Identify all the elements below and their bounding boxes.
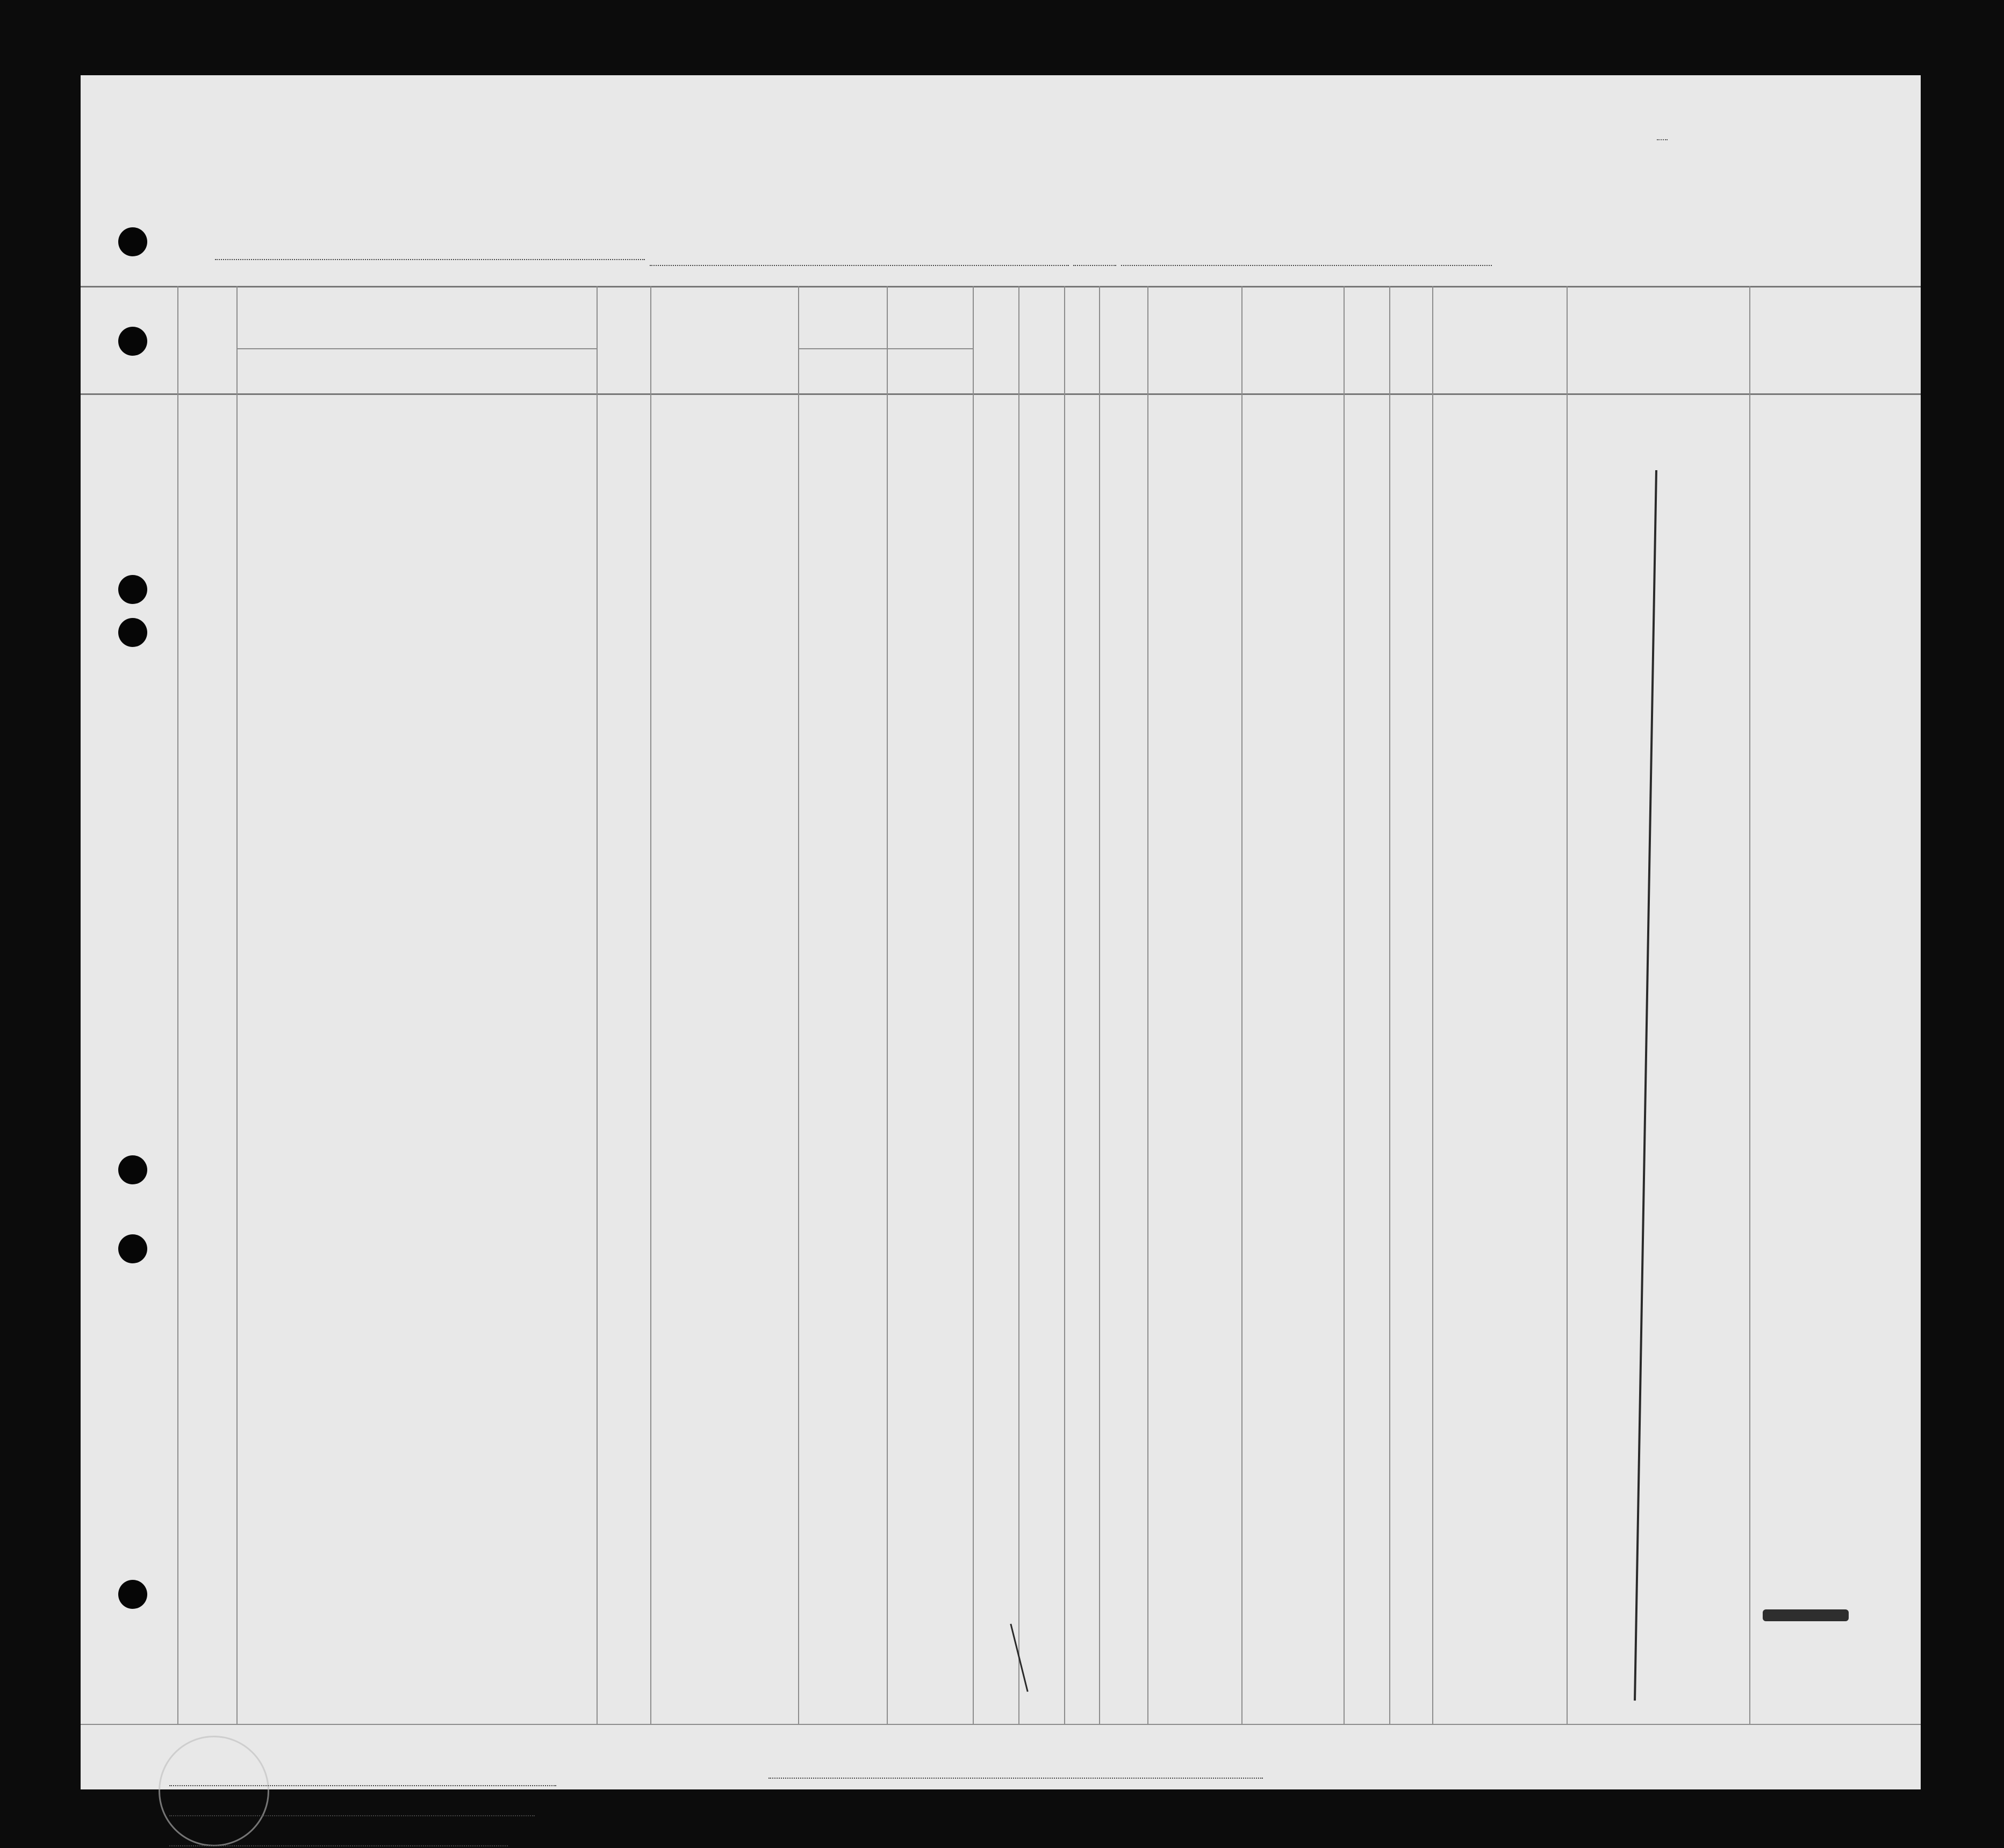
remarks-bracket-line bbox=[1634, 470, 1657, 1701]
scribbled-out-mark bbox=[1763, 1609, 1849, 1621]
punch-hole bbox=[118, 1580, 147, 1609]
punch-hole bbox=[118, 1234, 147, 1263]
vessel-name bbox=[215, 259, 645, 260]
punch-hole bbox=[118, 327, 147, 356]
punch-hole bbox=[118, 227, 147, 256]
punch-hole bbox=[118, 618, 147, 647]
manifest-sheet bbox=[81, 75, 1921, 1789]
punch-hole bbox=[118, 1155, 147, 1184]
punch-hole bbox=[118, 575, 147, 604]
sheet-number bbox=[1657, 117, 1668, 140]
